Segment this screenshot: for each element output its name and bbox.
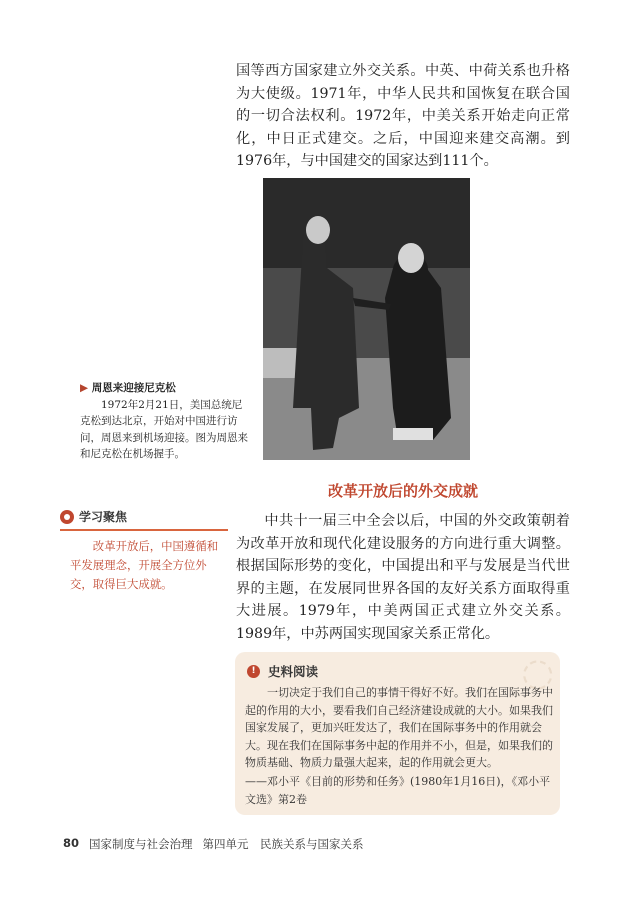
study-focus-box	[60, 508, 228, 594]
focus-target-icon	[60, 510, 74, 524]
reading-title: 史料阅读	[268, 664, 319, 679]
reading-box	[235, 652, 560, 815]
study-focus-body: 改革开放后，中国遵循和平发展理念，开展全方位外交，取得巨大成就。	[70, 539, 219, 591]
unit-title: 第四单元 民族关系与国家关系	[202, 837, 364, 851]
watermark-decoration: ◌	[513, 645, 560, 699]
main-paragraph-block	[236, 510, 570, 646]
book-title: 国家制度与社会治理	[89, 837, 193, 851]
historical-photo	[263, 178, 470, 460]
caption-body: 1972年2月21日，美国总统尼克松到达北京，开始对中国进行访问，周恩来到机场迎接。图为周恩来和尼克松在机场握手。	[80, 398, 248, 460]
section-heading: 改革开放后的外交成就	[327, 482, 478, 500]
study-focus-title: 学习聚焦	[79, 510, 128, 524]
photo-caption	[80, 380, 248, 463]
study-focus-divider	[60, 529, 228, 531]
page-number: 80	[63, 836, 80, 850]
page-footer	[63, 836, 364, 852]
reading-source: ——邓小平《目前的形势和任务》(1980年1月16日)，《邓小平文选》第2卷	[245, 775, 551, 806]
caption-title	[80, 380, 248, 397]
reading-body: 一切决定于我们自己的事情干得好不好。我们在国际事务中起的作用的大小，要看我们自己经济建设成就的大小。如果我们国家发展了，更加兴旺发达了，我们在国际事务中的作用就会大。现在我们在国际事务中起的作用并不小，但是，如果我们的物质基础、物质力量强大起来，起的作用就会更大。	[245, 686, 553, 769]
study-focus-header	[60, 508, 228, 525]
main-paragraph: 中共十一届三中全会以后，中国的外交政策朝着为改革开放和现代化建设服务的方向进行重大调整。根据国际形势的变化，中国提出和平与发展是当代世界的主题，在发展同世界各国的友好关系方面取得重大进展。1979年，中美两国正式建立外交关系。1989年，中苏两国实现国家关系正常化。	[236, 513, 570, 642]
caption-arrow-icon: ▶	[80, 382, 89, 394]
photo-illustration	[263, 178, 470, 460]
reading-header	[247, 662, 318, 680]
top-paragraph: 国等西方国家建立外交关系。中英、中荷关系也升格为大使级。1971年，中华人民共和国恢复在联合国的一切合法权利。1972年，中美关系开始走向正常化，中日正式建交。之后，中国迎来建交高潮。到1976年，与中国建交的国家达到111个。	[236, 63, 570, 170]
caption-title-text: 周恩来迎接尼克松	[91, 382, 176, 394]
info-icon: !	[247, 665, 260, 678]
